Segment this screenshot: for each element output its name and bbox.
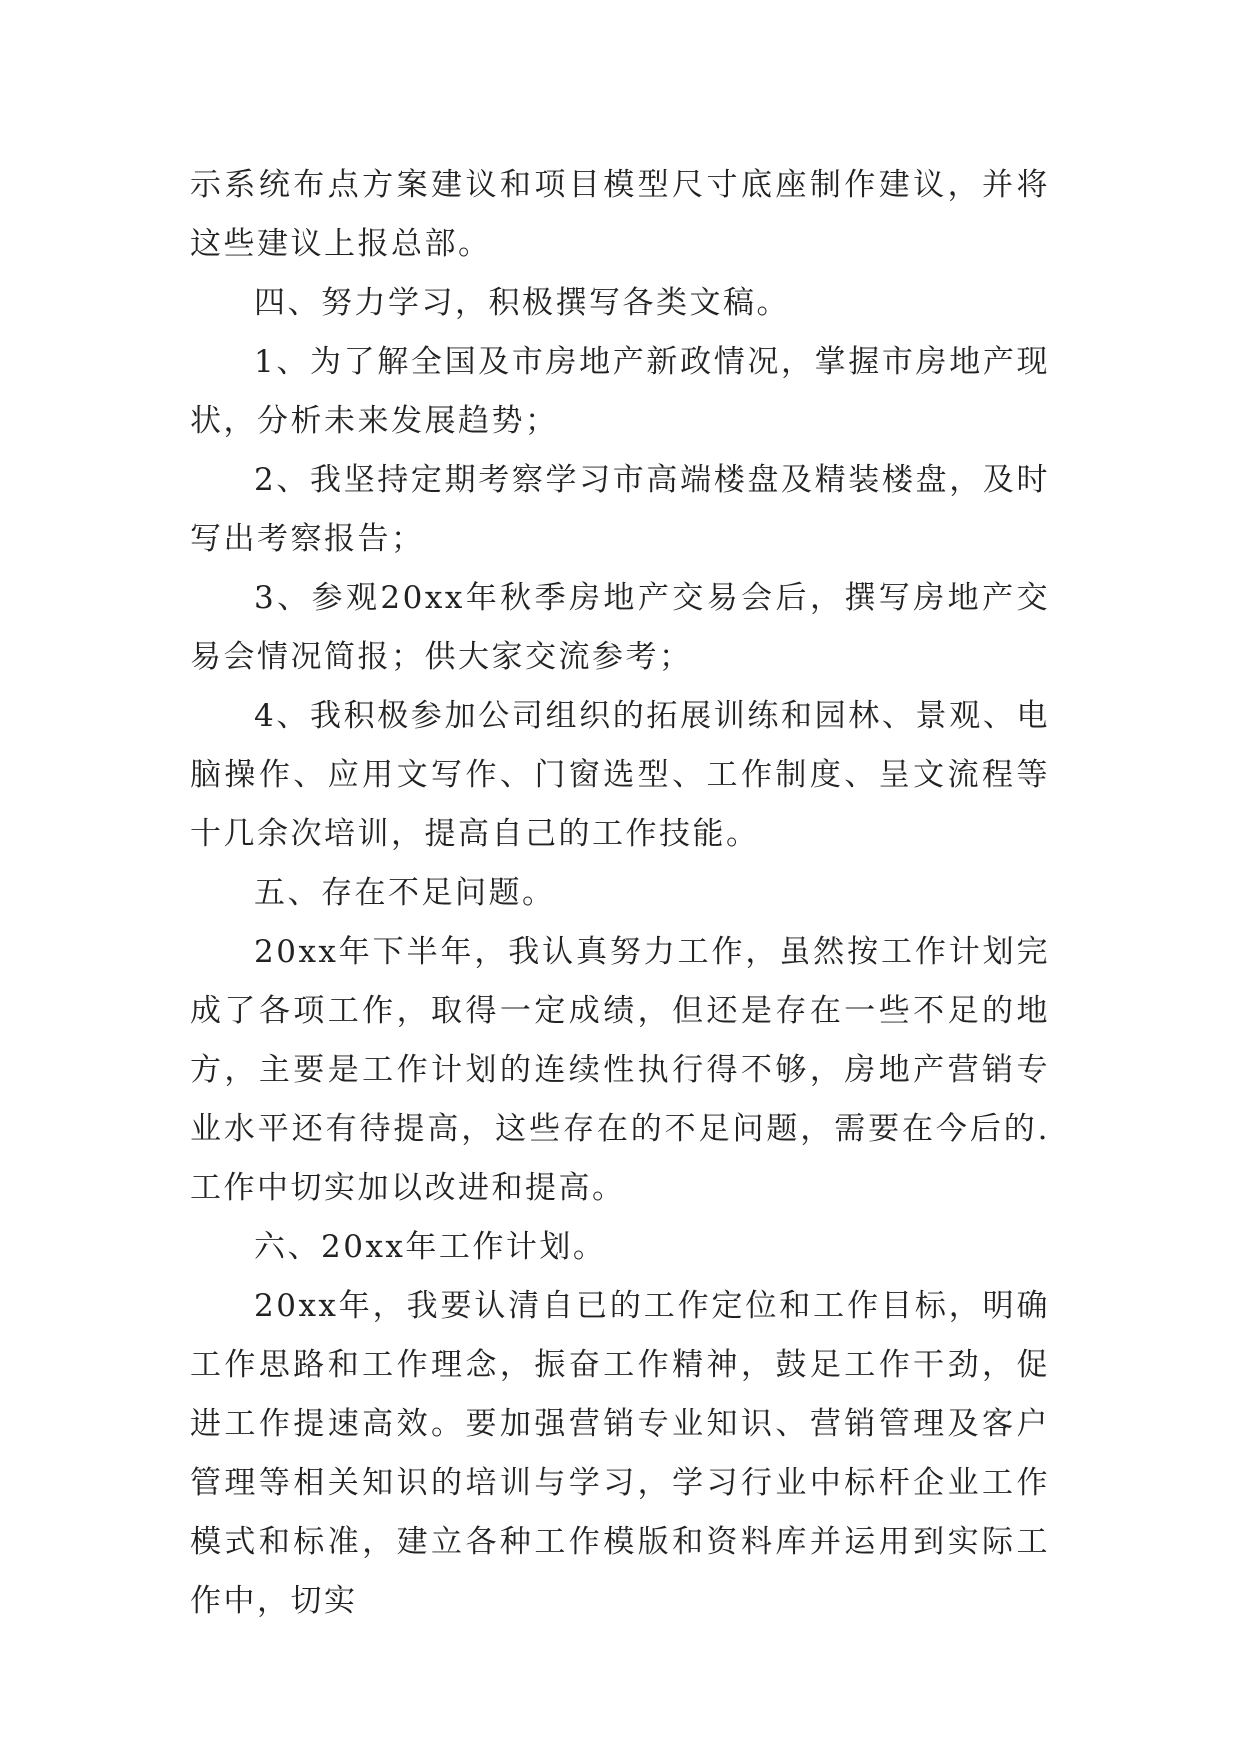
paragraph-work-plan: 20xx年，我要认清自已的工作定位和工作目标，明确工作思路和工作理念，振奋工作精神，鼓足工作干劲，促进工作提速高效。要加强营销专业知识、营销管理及客户管理等相关知识的培训与学习，学习行业中标杆企业工作模式和标准，建立各种工作模版和资料库并运用到实际工作中，切实 [190,1288,1050,1619]
section-heading-5: 五、存在不足问题。 [254,875,556,911]
list-item-3: 3、参观20xx年秋季房地产交易会后，撰写房地产交易会情况简报；供大家交流参考； [190,580,1050,675]
section-heading-4: 四、努力学习，积极撰写各类文稿。 [254,285,790,321]
list-item-1: 1、为了解全国及市房地产新政情况，掌握市房地产现状，分析未来发展趋势； [190,344,1050,439]
list-item-4: 4、我积极参加公司组织的拓展训练和园林、景观、电脑操作、应用文写作、门窗选型、工作制度、呈文流程等十几余次培训，提高自己的工作技能。 [190,698,1050,852]
paragraph-shortcomings: 20xx年下半年，我认真努力工作，虽然按工作计划完成了各项工作，取得一定成绩，但还是存在一些不足的地方，主要是工作计划的连续性执行得不够，房地产营销专业水平还有待提高，这些存在的不足问题，需要在今后的.工作中切实加以改进和提高。 [190,934,1050,1206]
paragraph-continuation: 示系统布点方案建议和项目模型尺寸底座制作建议，并将这些建议上报总部。 [190,167,1050,262]
list-item-2: 2、我坚持定期考察学习市高端楼盘及精装楼盘，及时写出考察报告； [190,462,1050,557]
document-page [190,156,1050,1631]
section-heading-6: 六、20xx年工作计划。 [254,1229,607,1265]
